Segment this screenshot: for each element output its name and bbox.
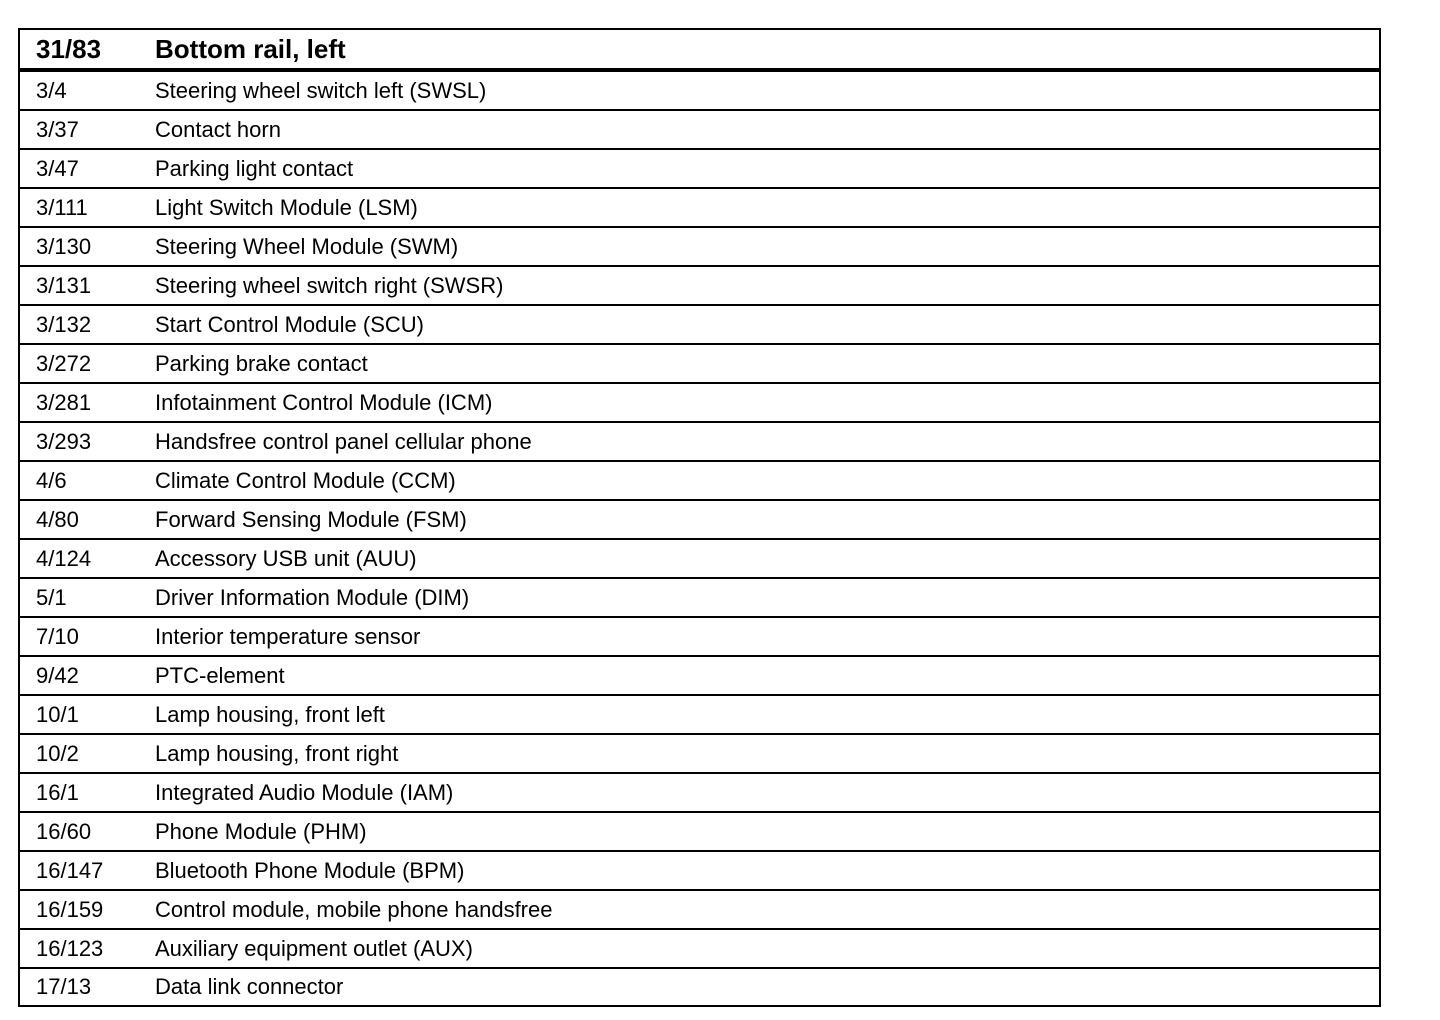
table-row (20, 538, 1379, 577)
row-label: Data link connector (155, 974, 344, 999)
row-label: Start Control Module (SCU) (155, 311, 424, 337)
row-label: Auxiliary equipment outlet (AUX) (155, 935, 473, 961)
row-code: 3/111 (36, 194, 88, 220)
row-code: 10/1 (36, 701, 79, 727)
header-title: Bottom rail, left (155, 34, 346, 64)
row-label: Steering wheel switch left (SWSL) (155, 77, 487, 103)
row-code: 3/132 (36, 311, 92, 337)
row-code: 9/42 (36, 662, 79, 688)
table-row (20, 226, 1379, 265)
table-row (20, 265, 1379, 304)
table-row (20, 460, 1379, 499)
table-row (20, 655, 1379, 694)
row-code: 3/47 (36, 155, 79, 181)
row-code: 4/124 (36, 545, 92, 571)
table-header-row (20, 30, 1379, 70)
row-label: Lamp housing, front right (155, 740, 399, 766)
table-row (20, 421, 1379, 460)
row-code: 16/123 (36, 935, 104, 961)
row-code: 16/147 (36, 857, 104, 883)
row-code: 3/4 (36, 77, 67, 103)
row-label: Light Switch Module (LSM) (155, 194, 418, 220)
row-code: 3/37 (36, 116, 79, 142)
row-label: Phone Module (PHM) (155, 818, 367, 844)
row-label: Bluetooth Phone Module (BPM) (155, 857, 465, 883)
table-row (20, 577, 1379, 616)
row-label: Handsfree control panel cellular phone (155, 428, 532, 454)
row-label: Forward Sensing Module (FSM) (155, 506, 467, 532)
table-row (20, 772, 1379, 811)
table-row (20, 850, 1379, 889)
table-row (20, 304, 1379, 343)
table-row (20, 109, 1379, 148)
table-row (20, 967, 1379, 1005)
table-row (20, 928, 1379, 967)
row-label: Interior temperature sensor (155, 623, 421, 649)
row-code: 10/2 (36, 740, 79, 766)
header-code: 31/83 (36, 34, 102, 64)
component-table (18, 28, 1381, 1007)
table-row (20, 382, 1379, 421)
row-code: 7/10 (36, 623, 79, 649)
row-code: 3/281 (36, 389, 92, 415)
table-row (20, 148, 1379, 187)
row-code: 3/293 (36, 428, 92, 454)
table-row (20, 343, 1379, 382)
row-label: PTC-element (155, 662, 285, 688)
row-label: Lamp housing, front left (155, 701, 385, 727)
row-label: Parking brake contact (155, 350, 368, 376)
row-label: Driver Information Module (DIM) (155, 584, 470, 610)
row-label: Parking light contact (155, 155, 354, 181)
row-code: 4/80 (36, 506, 79, 532)
row-label: Accessory USB unit (AUU) (155, 545, 417, 571)
row-code: 16/60 (36, 818, 92, 844)
row-label: Climate Control Module (CCM) (155, 467, 456, 493)
row-code: 17/13 (36, 974, 92, 999)
row-code: 3/272 (36, 350, 92, 376)
row-code: 3/130 (36, 233, 92, 259)
row-label: Contact horn (155, 116, 281, 142)
row-label: Integrated Audio Module (IAM) (155, 779, 454, 805)
table-row (20, 70, 1379, 109)
row-code: 4/6 (36, 467, 67, 493)
table-row (20, 187, 1379, 226)
table-row (20, 811, 1379, 850)
table-row (20, 889, 1379, 928)
table-row (20, 499, 1379, 538)
table-row (20, 694, 1379, 733)
table-row (20, 733, 1379, 772)
row-code: 16/159 (36, 896, 104, 922)
row-label: Steering wheel switch right (SWSR) (155, 272, 504, 298)
row-label: Infotainment Control Module (ICM) (155, 389, 493, 415)
row-label: Steering Wheel Module (SWM) (155, 233, 459, 259)
row-code: 3/131 (36, 272, 92, 298)
row-code: 16/1 (36, 779, 79, 805)
row-code: 5/1 (36, 584, 67, 610)
table-row (20, 616, 1379, 655)
row-label: Control module, mobile phone handsfree (155, 896, 553, 922)
